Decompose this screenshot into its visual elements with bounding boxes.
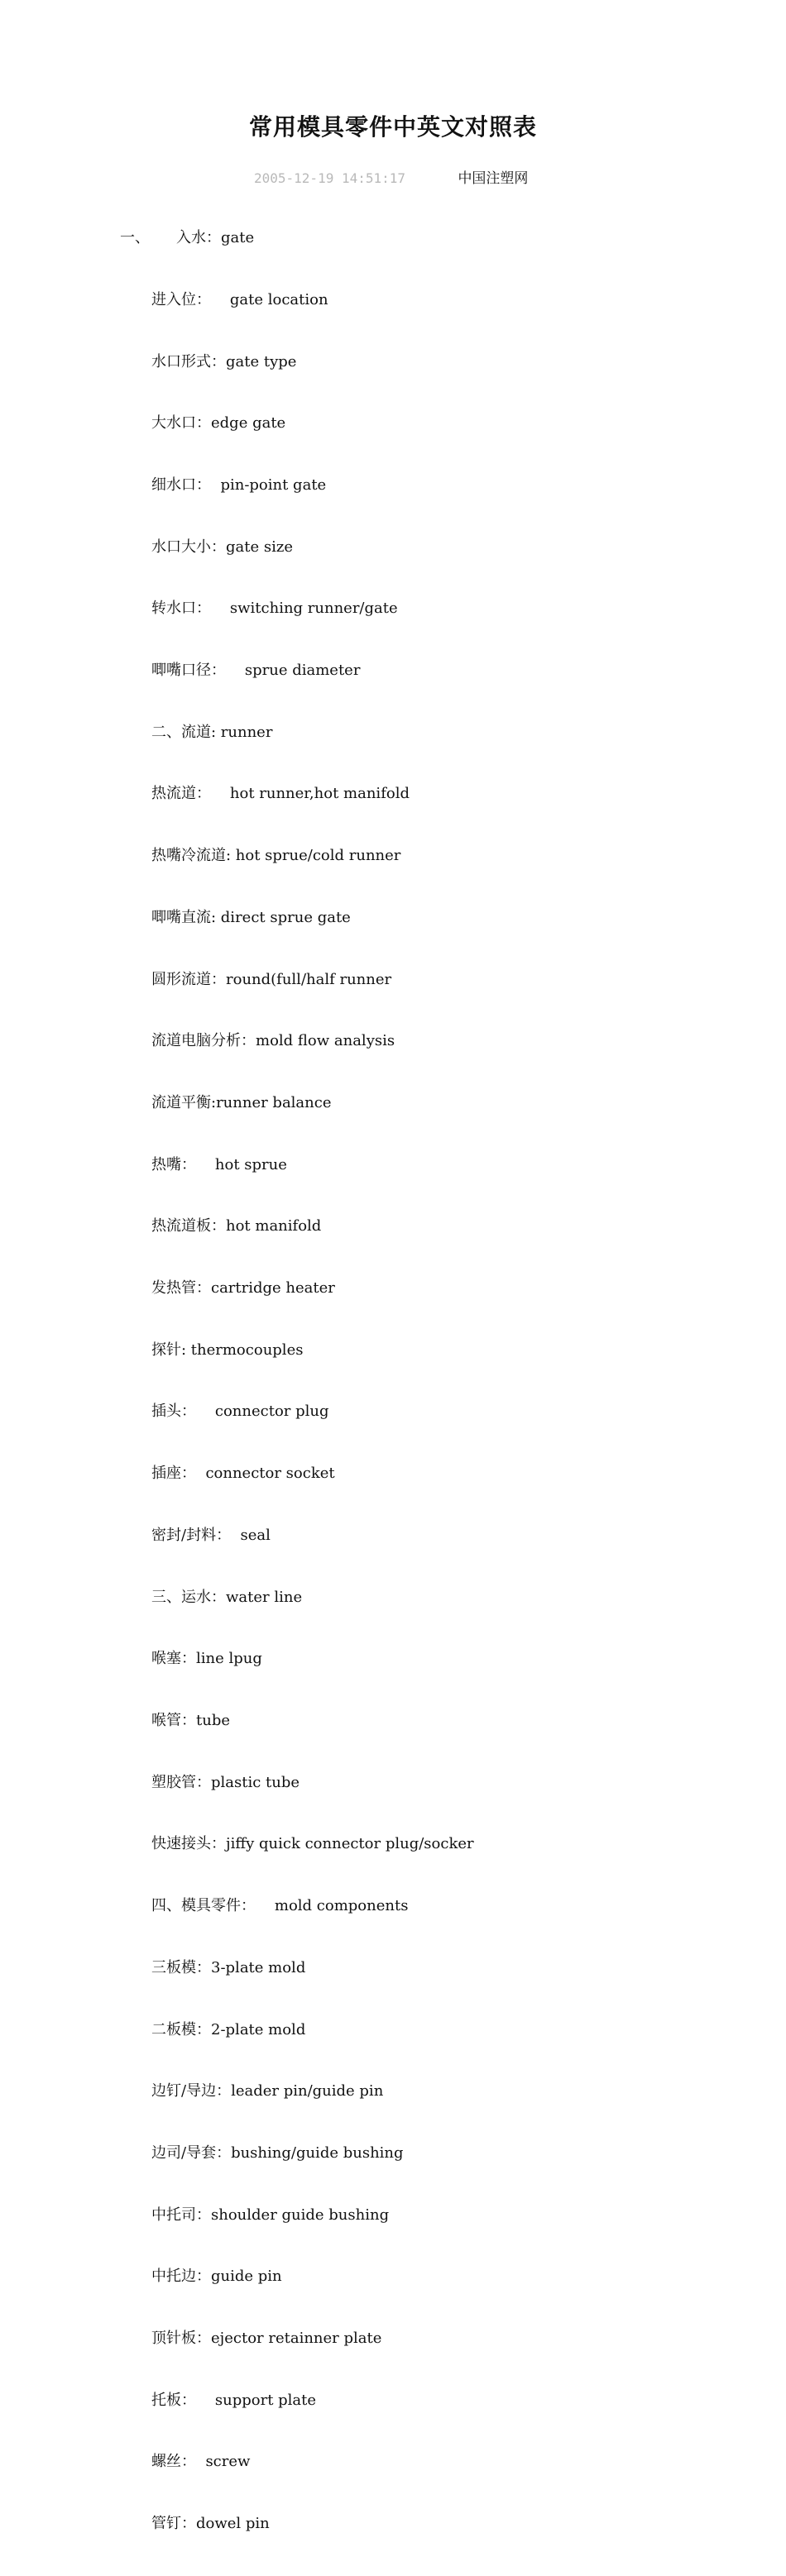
term-entry: 流道平衡:runner balance bbox=[151, 1093, 332, 1111]
term-entry: 转水口： switching runner/gate bbox=[151, 600, 398, 618]
term-entry: 热嘴冷流道: hot sprue/cold runner bbox=[151, 847, 401, 865]
term-entry: 顶针板：ejector retainner plate bbox=[151, 2330, 382, 2348]
section-heading-text: 入水：gate bbox=[176, 229, 255, 246]
term-entry: 发热管：cartridge heater bbox=[151, 1279, 335, 1298]
term-entry: 喉塞：line lpug bbox=[151, 1650, 262, 1668]
term-entry: 管钉：dowel pin bbox=[151, 2515, 270, 2533]
term-entry: 进入位： gate location bbox=[151, 290, 328, 308]
term-entry: 细水口： pin-point gate bbox=[151, 476, 327, 494]
term-entry: 流道电脑分析：mold flow analysis bbox=[151, 1032, 395, 1050]
term-entry: 快速接头：jiffy quick connector plug/socker bbox=[151, 1835, 474, 1853]
term-entry: 热流道： hot runner,hot manifold bbox=[151, 785, 410, 803]
term-entry: 中托边：guide pin bbox=[151, 2268, 282, 2286]
term-entry: 圆形流道：round(full/half runner bbox=[151, 970, 392, 988]
term-entry: 塑胶管：plastic tube bbox=[151, 1773, 300, 1791]
term-entry: 水口形式：gate type bbox=[151, 352, 297, 370]
term-entry: 水口大小：gate size bbox=[151, 538, 293, 556]
term-entry: 喉管：tube bbox=[151, 1711, 231, 1729]
term-entry: 托板： support plate bbox=[151, 2391, 317, 2409]
term-entry: 热流道板：hot manifold bbox=[151, 1217, 322, 1235]
term-entry: 二板模：2-plate mold bbox=[151, 2020, 306, 2038]
term-entry: 唧嘴直流: direct sprue gate bbox=[151, 908, 351, 926]
term-entry: 插头： connector plug bbox=[151, 1403, 329, 1421]
timestamp: 2005-12-19 14:51:17 bbox=[254, 170, 406, 186]
term-list bbox=[151, 249, 474, 2576]
meta-line bbox=[254, 166, 528, 187]
term-entry: 三、运水：water line bbox=[151, 1588, 303, 1606]
page-title: 常用模具零件中英文对照表 bbox=[248, 113, 537, 141]
term-entry: 螺丝： screw bbox=[151, 2453, 251, 2471]
term-entry: 四、模具零件： mold components bbox=[151, 1897, 409, 1915]
term-entry: 密封/封料： seal bbox=[151, 1526, 271, 1544]
source-name: 中国注塑网 bbox=[458, 170, 529, 187]
term-entry: 插座： connector socket bbox=[151, 1465, 335, 1483]
term-entry: 大水口：edge gate bbox=[151, 414, 286, 433]
term-entry: 边司/导套：bushing/guide bushing bbox=[151, 2143, 404, 2162]
term-entry: 二、流道: runner bbox=[151, 723, 273, 741]
term-entry: 三板模：3-plate mold bbox=[151, 1958, 306, 1976]
section-number: 一、 bbox=[120, 229, 150, 246]
term-entry: 探针: thermocouples bbox=[151, 1341, 304, 1359]
term-entry: 热嘴： hot sprue bbox=[151, 1155, 287, 1173]
section-heading-gate bbox=[120, 228, 254, 249]
term-entry: 边钉/导边：leader pin/guide pin bbox=[151, 2082, 384, 2100]
term-entry: 中托司：shoulder guide bushing bbox=[151, 2206, 390, 2224]
term-entry: 唧嘴口径： sprue diameter bbox=[151, 662, 361, 680]
